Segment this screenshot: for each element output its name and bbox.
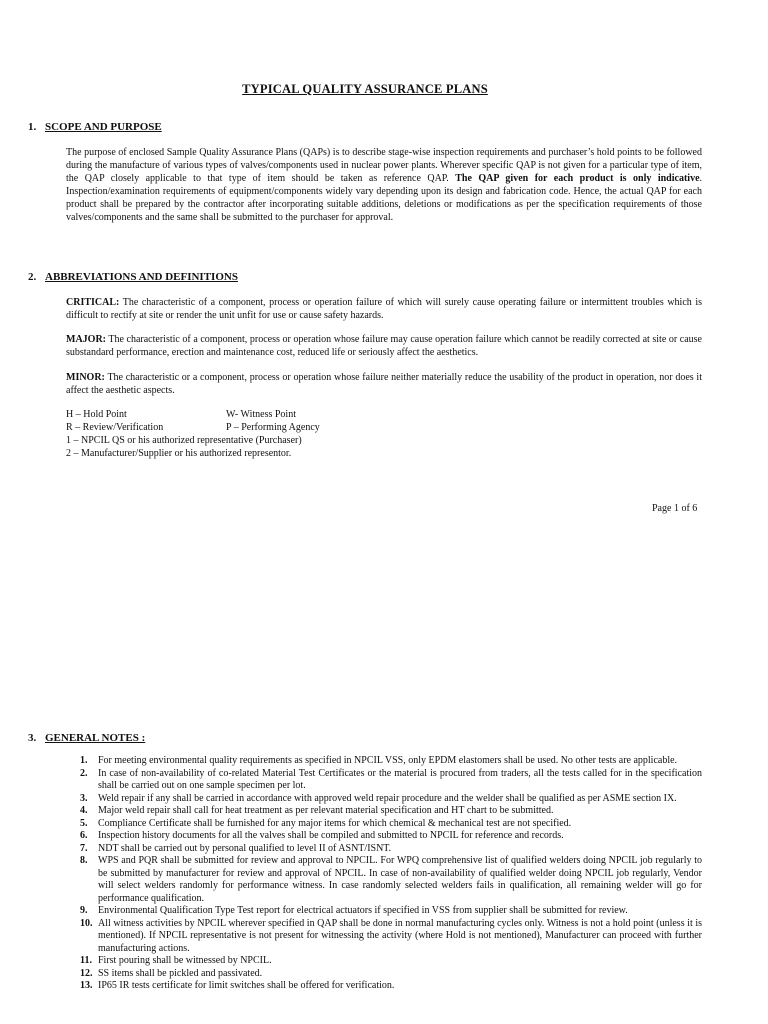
note-number: 8. [80, 855, 88, 866]
section-1-heading [28, 121, 162, 133]
legend-row [66, 448, 291, 461]
section-1-title: SCOPE AND PURPOSE [45, 121, 162, 133]
note-text: Environmental Qualification Type Test report for electrical actuators if specified in VSS from supplier shall be submitted for review. [98, 905, 628, 916]
section-2-title: ABBREVIATIONS AND DEFINITIONS [45, 271, 238, 283]
note-text: NDT shall be carried out by personal qualified to level II of ASNT/ISNT. [98, 842, 392, 854]
note-text: Major weld repair shall call for heat treatment as per relevant material specification and HT chart to be submitted. [98, 805, 554, 816]
critical-text: The characteristic of a component, process or operation failure of which will surely cause operating failure or intermittent troubles which is difficult to rectify at site or render the unit unfit for use or cause safety hazards. [66, 297, 702, 321]
note-number: 7. [80, 842, 88, 854]
page-number: Page 1 of 6 [652, 503, 698, 514]
critical-label: CRITICAL: [66, 297, 120, 308]
section-3-title: GENERAL NOTES : [45, 732, 146, 744]
general-notes-list [80, 755, 702, 993]
list-item [80, 955, 702, 968]
list-item [80, 768, 702, 793]
document-title: TYPICAL QUALITY ASSURANCE PLANS [242, 82, 488, 96]
section-2-number: 2. [28, 271, 37, 283]
minor-definition [66, 372, 702, 398]
scope-paragraph [66, 147, 702, 224]
legend-row [66, 422, 320, 435]
note-number: 9. [80, 905, 88, 916]
note-number: 10. [80, 917, 93, 929]
list-item [80, 905, 702, 918]
scope-text-b: . Inspection/examination requirements of equipment/components widely vary depending upon its design and fabrication code. Hence, the actual QAP for each product shall be prepared by the contractor after incorporating suitable additions, deletions or modifications as per the specification requirements of those valves/components and the same shall be submitted to the purchaser for approval. [66, 172, 703, 223]
note-number: 12. [80, 967, 93, 979]
list-item [80, 968, 702, 981]
note-text: Weld repair if any shall be carried in accordance with approved weld repair procedure and the welder shall be qualified as per ASME section IX. [98, 792, 677, 804]
note-text: Compliance Certificate shall be furnished for any major items for which chemical & mechanical test are not specified. [98, 817, 572, 829]
list-item [80, 793, 702, 806]
list-item [80, 843, 702, 856]
note-text: First pouring shall be witnessed by NPCIL. [98, 955, 272, 966]
list-item [80, 980, 702, 993]
legend-row [66, 409, 296, 422]
section-1-number: 1. [28, 121, 37, 133]
note-number: 2. [80, 767, 88, 779]
legend-left: 2 – Manufacturer/Supplier or his authorized representor. [66, 448, 292, 459]
note-text: IP65 IR tests certificate for limit switches shall be offered for verification. [98, 980, 395, 991]
section-2-heading [28, 271, 238, 283]
note-text: In case of non-availability of co-related Material Test Certificates or the material is procured from traders, all the tests called for in the specification shall be carried out on one sample specimen per lot. [98, 767, 702, 791]
note-number: 4. [80, 805, 88, 816]
scope-text-bold: The QAP given for each product is only indicative [455, 172, 700, 184]
note-number: 3. [80, 792, 88, 804]
legend-right: W- Witness Point [226, 409, 296, 420]
note-text: SS items shall be pickled and passivated. [98, 967, 263, 979]
legend-left: 1 – NPCIL QS or his authorized representative (Purchaser) [66, 435, 302, 446]
list-item [80, 805, 702, 818]
legend-row [66, 435, 302, 448]
note-text: For meeting environmental quality requirements as specified in NPCIL VSS, only EPDM elastomers shall be used. No other tests are applicable. [98, 755, 678, 766]
list-item [80, 918, 702, 956]
section-3-heading [28, 732, 145, 744]
section-3-number: 3. [28, 732, 37, 744]
list-item [80, 818, 702, 831]
note-text: Inspection history documents for all the valves shall be compiled and submitted to NPCIL for reference and records. [98, 830, 564, 841]
legend-left: H – Hold Point [66, 409, 127, 420]
note-number: 6. [80, 830, 88, 841]
major-definition [66, 334, 702, 360]
legend-left: R – Review/Verification [66, 422, 164, 433]
list-item [80, 855, 702, 905]
note-text: WPS and PQR shall be submitted for review and approval to NPCIL. For WPQ comprehensive list of qualified welders doing NPCIL job regularly to be submitted by manufacturer for review and approval of NPCIL. In case of non-availability of qualified welder doing NPCIL job regularly, Vendor will select welders randomly for performance witness. In case randomly selected welders fails in qualification, all remaining welder will go for performance qualification. [98, 855, 702, 904]
major-label: MAJOR: [66, 334, 106, 345]
major-text: The characteristic of a component, process or operation whose failure may cause operation failure which cannot be readily corrected at site or cause substandard performance, erection and maintenance cost, reduced life or seriously affect the aesthetics. [66, 334, 702, 358]
critical-definition [66, 297, 702, 323]
note-number: 5. [80, 817, 88, 829]
note-text: All witness activities by NPCIL wherever specified in QAP shall be done in normal manufacturing cycles only. Witness is not a hold point (unless it is mentioned). If NPCIL representative is not present for witnessing the activity (where Hold is not mentioned), Manufacturer can proceed with further manufacturing actions. [98, 917, 702, 954]
note-number: 11. [80, 955, 92, 966]
legend-right: P – Performing Agency [226, 422, 320, 433]
note-number: 13. [80, 980, 93, 991]
minor-text: The characteristic or a component, process or operation whose failure neither materially reduce the usability of the product in operation, nor does it affect the aesthetic aspects. [66, 372, 702, 396]
scope-text-a: The purpose of enclosed Sample Quality Assurance Plans (QAPs) is to describe stage-wise inspection requirements and purchaser’s hold points to be followed during the manufacture of various types of valves/components used in nuclear power plants. Wherever specific QAP is not given for a particular type of item, the QAP closely applicable to that type of item should be taken as reference QAP. [66, 147, 702, 184]
list-item [80, 830, 702, 843]
list-item [80, 755, 702, 768]
minor-label: MINOR: [66, 372, 105, 383]
note-number: 1. [80, 755, 88, 766]
